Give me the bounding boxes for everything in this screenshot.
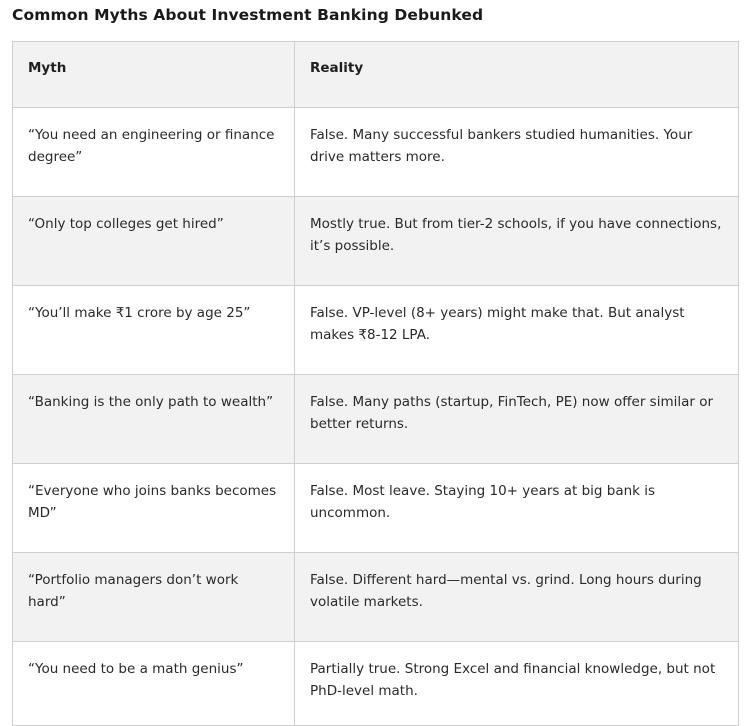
reality-cell: False. Many paths (startup, FinTech, PE) now offer similar or better returns. [295,375,739,464]
table-row [13,375,739,464]
page-title: Common Myths About Investment Banking Debunked [12,6,484,24]
myth-cell: “Portfolio managers don’t work hard” [13,553,295,642]
table-row [13,464,739,553]
reality-cell: False. VP-level (8+ years) might make that. But analyst makes ₹8-12 LPA. [295,286,739,375]
reality-cell: False. Many successful bankers studied humanities. Your drive matters more. [295,108,739,197]
table-row [13,553,739,642]
myths-table [12,41,739,726]
myth-cell: “Banking is the only path to wealth” [13,375,295,464]
myths-table-container [12,41,738,726]
myth-cell: “You need to be a math genius” [13,642,295,726]
table-row [13,197,739,286]
reality-cell: Partially true. Strong Excel and financial knowledge, but not PhD-level math. [295,642,739,726]
table-row [13,108,739,197]
myth-cell: “Only top colleges get hired” [13,197,295,286]
table-row [13,286,739,375]
reality-cell: Mostly true. But from tier-2 schools, if you have connections, it’s possible. [295,197,739,286]
reality-cell: False. Most leave. Staying 10+ years at big bank is uncommon. [295,464,739,553]
column-header-reality: Reality [295,42,739,108]
table-header-row [13,42,739,108]
myth-cell: “You’ll make ₹1 crore by age 25” [13,286,295,375]
reality-cell: False. Different hard—mental vs. grind. Long hours during volatile markets. [295,553,739,642]
column-header-myth: Myth [13,42,295,108]
myth-cell: “You need an engineering or finance degree” [13,108,295,197]
table-row [13,642,739,726]
myth-cell: “Everyone who joins banks becomes MD” [13,464,295,553]
